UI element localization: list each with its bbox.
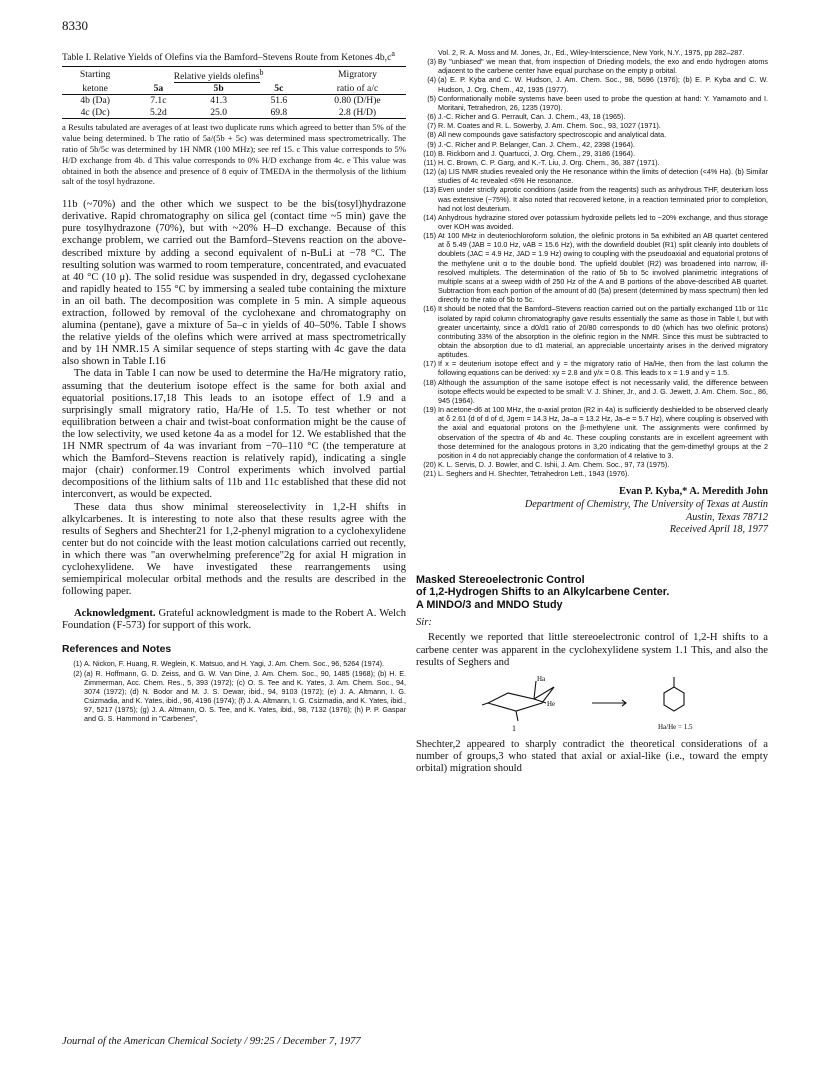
reference-item — [416, 304, 768, 359]
reference-item — [416, 158, 768, 167]
acknowledgment — [62, 608, 406, 632]
reference-text: At 100 MHz in deuteriochloroform solution, the olefinic protons in 5a exhibited an AB quartet centered at δ 5.49 (JAB = 10.0 Hz, νAB = 15.6 Hz), with the downfield doublet (R1) split cleanly into doublets of doublets (JAC = 4.9 Hz, JAD = 1.9 Hz) owing to coupling with the pseudoaxial and equatorial protons of the methylene unit α to the double bond. The upfield doublet (R2) was broadened into narrow, ill-resolved multiplets. The determination of the ratio of 5b to 5c involved planimetric integrations of multiple scans at a sweep width of 250 Hz of the A and B portions of the above-described AB quartet. Subtraction from each portion of the amount of d0 (5a) present (determined by mass spectrum) then led directly to the ratio of 5b to 5c. — [438, 231, 768, 305]
cell-5a: 5.2d — [149, 106, 167, 118]
references-list-right — [416, 48, 768, 478]
col-head-5c: 5c — [249, 83, 309, 95]
reference-number: (11) — [423, 157, 436, 167]
structure-figure — [416, 673, 768, 735]
cell-5c: 69.8 — [270, 106, 288, 118]
author-line: Evan P. Kyba,* A. Meredith John — [619, 486, 768, 498]
journal-footer: Journal of the American Chemical Society / 99:25 / December 7, 1977 — [62, 1036, 361, 1047]
reference-item — [416, 112, 768, 121]
cyclohexene-ring — [664, 687, 684, 711]
cell-ketone: 4b (Da) — [80, 95, 110, 107]
reference-text: It should be noted that the Bamford–Stevens reaction carried out on the partially exchanged 11b or 11c isolated by rapid column chromatography gave results essentially the same as those in Table I, but with greater uncertainty, since a d0/d1 ratio of 20/80 corresponds to d0 (which has two olefinic protons) contributing 33% of the absorption in the olefinic region in the NMR. Since this must be subtracted to obtain the absorption due to d1 material, an appreciable uncertainty arises in the derived migratory aptitudes. — [438, 304, 768, 360]
reference-text: Although the assumption of the same isotope effect is not necessarily valid, the difference between isotope effects would be expected to be small: V. J. Shiner, Jr., and J. G. Jewett, J. Am. Chem. Soc., 86, 945 (1964). — [438, 377, 768, 405]
affiliation-line: Austin, Texas 78712 — [686, 511, 768, 523]
reference-text: If x = deuterium isotope effect and y = the migratory ratio of Ha/He, then from the last column the following equations can be derived: xy = 2.8 and y/x = 0.8. This leads to x = 1.9 and y = 1.5. — [438, 359, 768, 378]
reference-item — [416, 213, 768, 231]
reference-number: (9) — [427, 139, 436, 149]
reference-item — [416, 185, 768, 212]
reference-number: (4) — [427, 75, 436, 85]
reference-item — [416, 460, 768, 469]
reference-item — [416, 167, 768, 185]
cell-5a: 7.1c — [150, 95, 167, 107]
body-paragraph: These data thus show minimal stereoselectivity in 1,2-H shifts in alkylcarbenes. It is interesting to note also that these results agree with the results of Seghers and Shechter21 for 1,2-phenyl migration to a cyclohexylidene center but do not coincide with the least motion calculations carried out recently, in which there was "an overwhelming preference"2g for axial H migration in cyclohexylidene. We have investigated these rearrangements using semiempirical molecular orbital methods and the results are described in the following paper. — [62, 501, 406, 598]
reference-number: (16) — [423, 304, 436, 314]
right-column — [416, 48, 768, 775]
reference-item — [416, 378, 768, 405]
affiliation-line: Department of Chemistry, The University of Texas at Austin — [524, 499, 768, 511]
references-heading: References and Notes — [62, 644, 172, 656]
next-article-title: A MINDO/3 and MNDO Study — [416, 598, 563, 611]
next-article-title: Masked Stereoelectronic Control — [416, 573, 585, 586]
reference-text: Vol. 2, R. A. Moss and M. Jones, Jr., Ed., Wiley-Interscience, New York, N.Y., 1975, pp 282–287. — [438, 48, 745, 57]
reference-text: Conformationally mobile systems have been used to probe the question at hand: Y. Yamamoto and I. Moritani, Tetrahedron, 26, 1235 (1970). — [438, 93, 768, 112]
next-article-title: of 1,2-Hydrogen Shifts to an Alkylcarbene Center. — [416, 586, 670, 599]
reference-text: K. L. Servis, D. J. Bowler, and C. Ishii, J. Am. Chem. Soc., 97, 73 (1975). — [438, 460, 670, 470]
reference-text: (a) E. P. Kyba and C. W. Hudson, J. Am. Chem. Soc., 98, 5696 (1976); (b) E. P. Kyba and C. W. Hudson, J. Org. Chem., 42, 1935 (1977). — [438, 75, 768, 94]
table-caption-text: Table I. Relative Yields of Olefins via the Bamford–Stevens Route from Ketones 4b,c — [62, 52, 392, 64]
received-date: Received April 18, 1977 — [669, 523, 768, 535]
reference-text: L. Seghers and H. Shechter, Tetrahedron Lett., 1943 (1976). — [438, 469, 630, 479]
reference-text: (a) LIS NMR studies revealed only the He resonance within the limits of detection (<4% Ha). (b) Similar studies of 4c revealed <6% He resonance. — [438, 167, 768, 186]
acknowledgment-label: Acknowledgment. — [74, 608, 156, 620]
reference-item — [416, 121, 768, 130]
body-paragraph: The data in Table I can now be used to determine the Ha/He migratory ratio, assuming that the deuterium isotope effect is the same for both axial and equatorial positions.17,18 This leads to an isotope effect of 1.9 and a surprisingly small migratory ratio, Ha/He of 1.5. To test whether or not equilibration between a chair and twist-boat conformation might be the cause of the low selectivity, we used ketone 4a as a model for 12. We established that the 1H NMR spectrum of 4a was invariant from −70–110 °C (the temperature at which the Bamford–Stevens reaction is relatively rapid), indicating a single major (chair) conformer.19 Control experiments which involved partial decompositions of the lithium salts of 11b and 11c established that these did not interconvert, as would be expected. — [62, 368, 406, 501]
page-number: 8330 — [62, 18, 88, 33]
reference-item — [416, 130, 768, 139]
table-footnote: a Results tabulated are averages of at least two duplicate runs which agreed to better than 5% of the value being determined. b The ratio of 5a/(5b + 5c) was determined mass spectrometrically. The ratio of 5b/5c was determined by 1H NMR (100 MHz); see ref 15. c This value corresponds to 5% H/D exchange from 4b. d This value corresponds to 0% H/D exchange from 4c. e This value was obtained in both the absence and presence of 8 equiv of TMEDA in the thermolysis of the lithium salt of the tosyl hydrazone. — [62, 122, 406, 187]
reference-number: (13) — [423, 185, 436, 195]
bond — [516, 711, 518, 721]
reference-item — [416, 57, 768, 75]
reference-text: Even under strictly aprotic conditions (aside from the reagents) such as anhydrous THF, deuterium loss was extensive (~75%). It also noted that recovered ketone, in a reaction terminated prior to completion, had not lost deuterium. — [438, 185, 768, 213]
col-head-ketone: ketone — [62, 83, 128, 95]
cell-ratio: 2.8 (H/D) — [338, 106, 377, 118]
col-head-ratio: ratio of a/c — [309, 83, 406, 95]
table-row — [62, 107, 406, 119]
cell-5c: 51.6 — [270, 95, 288, 107]
reference-number: (17) — [423, 359, 436, 369]
reference-item — [416, 75, 768, 93]
reference-item — [416, 469, 768, 478]
axial-h-bond — [534, 681, 536, 699]
reference-text: B. Rickborn and J. Quartucci, J. Org. Chem., 29, 3186 (1964). — [438, 148, 635, 158]
reference-item — [416, 231, 768, 304]
cyclohexylidene-scheme — [416, 673, 768, 735]
reference-number: (14) — [423, 212, 436, 222]
reference-text: Anhydrous hydrazine stored over potassium hydroxide pellets led to ~20% exchange, and thus storage over KOH was avoided. — [438, 212, 768, 231]
reference-number: (5) — [427, 93, 436, 103]
cell-5b: 25.0 — [210, 106, 227, 118]
body-paragraph: Shechter,2 appeared to sharply contradict the theoretical considerations of a number of groups,3 who stated that axial or axial-like (i.e., toward the empty orbital) migration should — [416, 738, 768, 774]
label-he: He — [547, 699, 556, 708]
reference-number: (21) — [423, 469, 436, 479]
col-head-5a: 5a — [128, 83, 188, 95]
reference-item — [62, 659, 406, 668]
ratio-label: Ha/He = 1.5 — [658, 722, 693, 731]
cell-ketone: 4c (Dc) — [80, 106, 110, 118]
reference-number: (3) — [427, 57, 436, 67]
reference-item — [416, 140, 768, 149]
label-ha: Ha — [537, 674, 546, 683]
table-caption — [62, 48, 406, 64]
cyclohexane-ring-1 — [488, 687, 554, 711]
body-paragraph: 11b (~70%) and the other which we suspect to be the bis(tosyl)hydrazone derivative. Rapid chromatography on silica gel (contact time ~5 min) gave the pure tosylhydrazone (70%), but with ~20% H–D exchange. Because of this exchange problem, we carried out the Bamford–Stevens reaction on the above-described mixture by adding a second equivalent of n-BuLi at −78 °C. The resulting solution was warmed to room temperature, concentrated, and evacuated at 40 °C (10 μ). The solid residue was suspended in dry, degassed cyclohexane and rapidly heated to 155 °C by immersing a sealed tube containing the mixture in an oil bath. The decomposition was complete in 5 min. A simple aqueous extraction, followed by removal of the cyclohexane and chromatography on alumina (pentane), gave a mixture of 5a–c in yields of 40–50%. Table I shows the relative yields of the olefins which were arrived at mass spectrometrically and by 1H NMR.15 A similar sequence of steps starting with 4c gave the data also shown in Table I.16 — [62, 199, 406, 368]
reference-number: (18) — [423, 377, 436, 387]
col-head-relative-sup: b — [259, 68, 264, 78]
reference-text: J.-C. Richer and G. Perrault, Can. J. Chem., 43, 18 (1965). — [438, 112, 626, 122]
reference-item — [416, 94, 768, 112]
methyl-bond — [482, 703, 488, 705]
reference-text: By "unbiased" we mean that, from inspection of Drieding models, the exo and endo hydrogen atoms adjacent to the carbene center have equal purchase on the empty p orbital. — [438, 57, 768, 76]
col-head-relative — [128, 67, 309, 83]
reference-text: H. C. Brown, C. P. Garg, and K.-T. Liu, J. Org. Chem., 36, 387 (1971). — [438, 157, 660, 167]
col-head-5b: 5b — [188, 83, 248, 95]
reference-number: (20) — [423, 460, 436, 470]
reference-item — [416, 359, 768, 377]
cell-5b: 41.3 — [210, 95, 227, 107]
reference-number: (7) — [427, 121, 436, 131]
reference-number: (10) — [423, 148, 436, 158]
cell-ratio: 0.80 (D/H)e — [334, 95, 381, 107]
reference-text: All new compounds gave satisfactory spectroscopic and analytical data. — [438, 130, 667, 140]
salutation: Sir: — [416, 617, 432, 629]
reference-text: J.-C. Richer and P. Belanger, Can. J. Chem., 42, 2398 (1964). — [438, 139, 635, 149]
acknowledgment-text: Grateful acknowledgment is made to the Robert A. Welch Foundation (F-573) for support of this work. — [62, 608, 407, 632]
reference-number: (6) — [427, 112, 436, 122]
olefin-yield-table — [62, 66, 406, 119]
col-head-migratory: Migratory — [338, 69, 377, 81]
reference-item — [62, 669, 406, 724]
reference-item — [416, 149, 768, 158]
table-row — [62, 95, 406, 107]
reference-text: (a) R. Hoffmann, G. D. Zeiss, and G. W. Van Dine, J. Am. Chem. Soc., 90, 1485 (1968); (b) H. E. Zimmerman, Acc. Chem. Res., 5, 393 (1972); (c) O. S. Tee and K. Yates, J. Am. Chem. Soc., 94, 3074 (1972); (d) N. Bodor and M. J. S. Dewar, ibid., 94, 9103 (1972); (e) J. A. Altmann, I. G. Csizmadia, and K. Yates, ibid., 96, 4196 (1974); (f) J. A. Altmann, I. G. Csizmadia, and K. Yates, ibid., 97, 5217 (1975); (g) J. A. Altmann, O. S. Tee, and K. Yates, ibid., 98, 7132 (1976); (h) P. P. Gaspar and G. S. Hammond in "Carbenes", — [84, 668, 406, 724]
reference-number: (2) — [73, 668, 82, 678]
reference-item — [416, 405, 768, 460]
table-caption-sup: a — [391, 49, 395, 58]
reference-number: (19) — [423, 405, 436, 415]
reference-text: R. M. Coates and R. L. Sowerby, J. Am. Chem. Soc., 93, 1027 (1971). — [438, 121, 661, 131]
body-paragraph: Recently we reported that little stereoelectronic control of 1,2-H shifts to a carbene center was apparent in the cyclohexylidene system 1.1 This, and also the results of Seghers and — [416, 632, 768, 668]
reference-number: (15) — [423, 231, 436, 241]
reference-text: In acetone-d6 at 100 MHz, the α-axial proton (R2 in 4a) is sufficiently deshielded to be observed clearly at δ 2.61 (d of d of d, Jgem = 14.3 Hz, Ja–a = 13.2 Hz, Ja–e = 5.7 Hz), where coupling is observed with the axial and equatorial protons on the β-methylene unit. The assignments were confirmed by observation of the spectra of 4b and 4c. These coupling constants are in excellent agreement with those determined for the analogous protons in 3,20 indicating that the gem-dimethyl groups at the 2 position in 4 do not appreciably change the conformation of 4 relative to 3. — [438, 405, 768, 460]
reference-number: (12) — [423, 167, 436, 177]
references-list-left — [62, 659, 406, 723]
compound-label: 1 — [512, 723, 516, 733]
reference-item — [416, 48, 768, 57]
reference-number: (1) — [73, 659, 82, 669]
reference-number: (8) — [427, 130, 436, 140]
left-column — [62, 48, 406, 724]
col-head-starting: Starting — [79, 69, 111, 81]
col-head-relative-text: Relative yields olefins — [173, 71, 260, 83]
reference-text: A. Nickon, F. Huang, R. Weglein, K. Matsuo, and H. Yagi, J. Am. Chem. Soc., 96, 5264 (1974). — [84, 659, 385, 669]
